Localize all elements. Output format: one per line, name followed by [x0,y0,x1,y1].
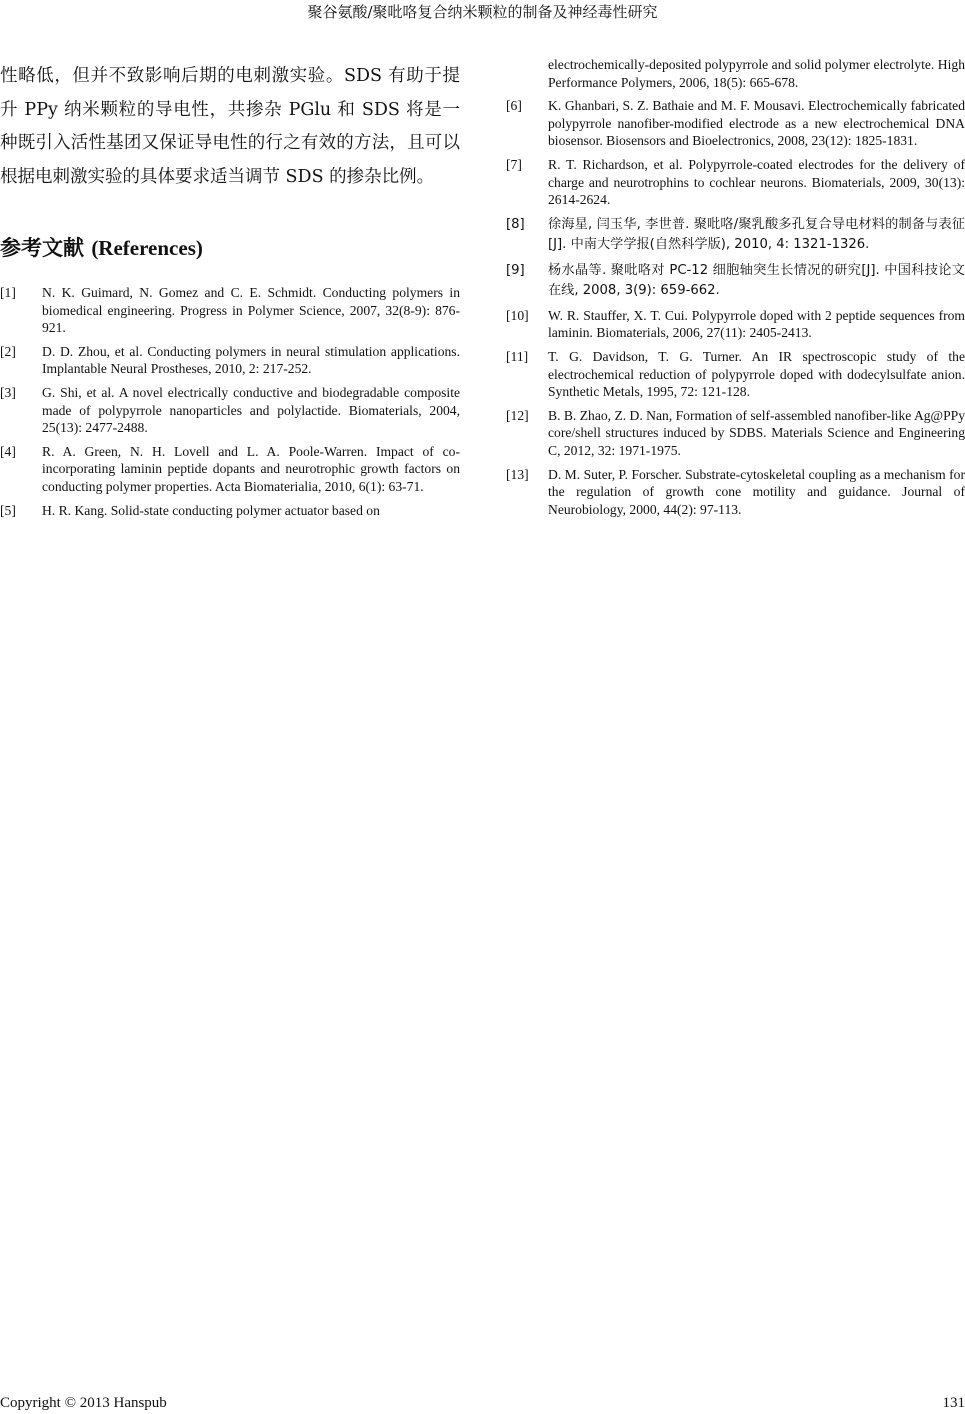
reference-item [506,466,965,519]
reference-text: K. Ghanbari, S. Z. Bathaie and M. F. Mousavi. Electrochemically fabricated polypyrrole nanofiber-modified electrode as a new electrochemical DNA biosensor. Biosensors and Bioelectronics, 2008, 23(12): 1825-1831. [548,98,965,149]
reference-number: [8] [506,216,525,232]
reference-number: [4] [0,443,16,459]
reference-item [506,407,965,460]
reference-text: W. R. Stauffer, X. T. Cui. Polypyrrole doped with 2 peptide sequences from laminin. Biomaterials, 2006, 27(11): 2405-2413. [548,307,965,341]
references-heading-cn: 参考文献 [0,235,84,260]
reference-number: [6] [506,98,522,114]
reference-item [506,261,965,301]
reference-list-right [506,97,965,518]
reference-text: 徐海星, 闫玉华, 李世普. 聚吡咯/聚乳酸多孔复合导电材料的制备与表征[J]. 中南大学学报(自然科学版), 2010, 4: 1321-1326. [548,216,965,252]
reference-item [506,97,965,150]
reference-number: [1] [0,285,16,300]
body-paragraph: 性略低，但并不致影响后期的电刺激实验。SDS 有助于提升 PPy 纳米颗粒的导电性，共掺杂 PGlu 和 SDS 将是一种既引入活性基团又保证导电性的行之有效的方法，且可以根据电刺激实验的具体要求适当调节 SDS 的掺杂比例。 [0,66,460,187]
reference-item [506,215,965,255]
reference-text: 杨水晶等. 聚吡咯对 PC-12 细胞轴突生长情况的研究[J]. 中国科技论文在线, 2008, 3(9): 659-662. [548,262,965,298]
reference-text: R. A. Green, N. H. Lovell and L. A. Poole-Warren. Impact of co-incorporating laminin peptide dopants and neurotrophic growth factors on conducting polymer properties. Acta Biomaterialia, 2010, 6(1): 63-71. [42,443,460,494]
reference-number: [10] [506,307,529,323]
running-header: 聚谷氨酸/聚吡咯复合纳米颗粒的制备及神经毒性研究 [307,3,658,21]
reference-number: [5] [0,502,16,518]
reference-item [0,443,460,496]
reference-text: T. G. Davidson, T. G. Turner. An IR spectroscopic study of the electrochemical reduction of polypyrrole doped with dodecylsulfate anion. Synthetic Metals, 1995, 72: 121-128. [548,348,965,400]
reference-item [0,343,460,378]
reference-text: G. Shi, et al. A novel electrically conductive and biodegradable composite made of polypyrrole nanoparticles and polylactide. Biomaterials, 2004, 25(13): 2477-2488. [42,384,460,436]
reference-number: [11] [506,348,529,364]
reference-item [0,384,460,437]
reference-number: [7] [506,156,522,172]
reference-text: D. D. Zhou, et al. Conducting polymers in neural stimulation applications. Implantable Neural Prostheses, 2010, 2: 217-252. [42,343,460,377]
reference-text: R. T. Richardson, et al. Polypyrrole-coated electrodes for the delivery of charge and neurotrophins to cochlear neurons. Biomaterials, 2009, 30(13): 2614-2624. [548,156,965,208]
footer-page-number: 131 [942,1395,965,1411]
reference-item [506,348,965,401]
references-heading-en: (References) [91,236,203,260]
right-column [506,56,965,524]
reference-number: [12] [506,407,529,423]
reference-item [0,284,460,337]
reference-item [506,156,965,209]
reference-number: [3] [0,384,16,400]
reference-text: electrochemically-deposited polypyrrole and solid polymer electrolyte. High Performance Polymers, 2006, 18(5): 665-678. [548,57,965,90]
left-column [0,60,460,525]
references-heading [0,234,460,262]
reference-continuation [506,56,965,91]
reference-list-left [0,284,460,519]
reference-text: B. B. Zhao, Z. D. Nan, Formation of self-assembled nanofiber-like Ag@PPy core/shell structures induced by SDBS. Materials Science and Engineering C, 2012, 32: 1971-1975. [548,407,965,458]
reference-item [506,307,965,342]
footer-copyright: Copyright © 2013 Hanspub [0,1395,167,1411]
reference-text: H. R. Kang. Solid-state conducting polymer actuator based on [42,502,380,518]
reference-text: D. M. Suter, P. Forscher. Substrate-cytoskeletal coupling as a mechanism for the regulation of growth cone motility and guidance. Journal of Neurobiology, 2000, 44(2): 97-113. [548,466,965,517]
reference-item [0,502,460,520]
reference-number: [9] [506,262,525,278]
reference-number: [13] [506,466,529,482]
reference-number: [2] [0,343,16,359]
reference-text: N. K. Guimard, N. Gomez and C. E. Schmidt. Conducting polymers in biomedical engineering. Progress in Polymer Science, 2007, 32(8-9): 876-921. [42,285,460,336]
